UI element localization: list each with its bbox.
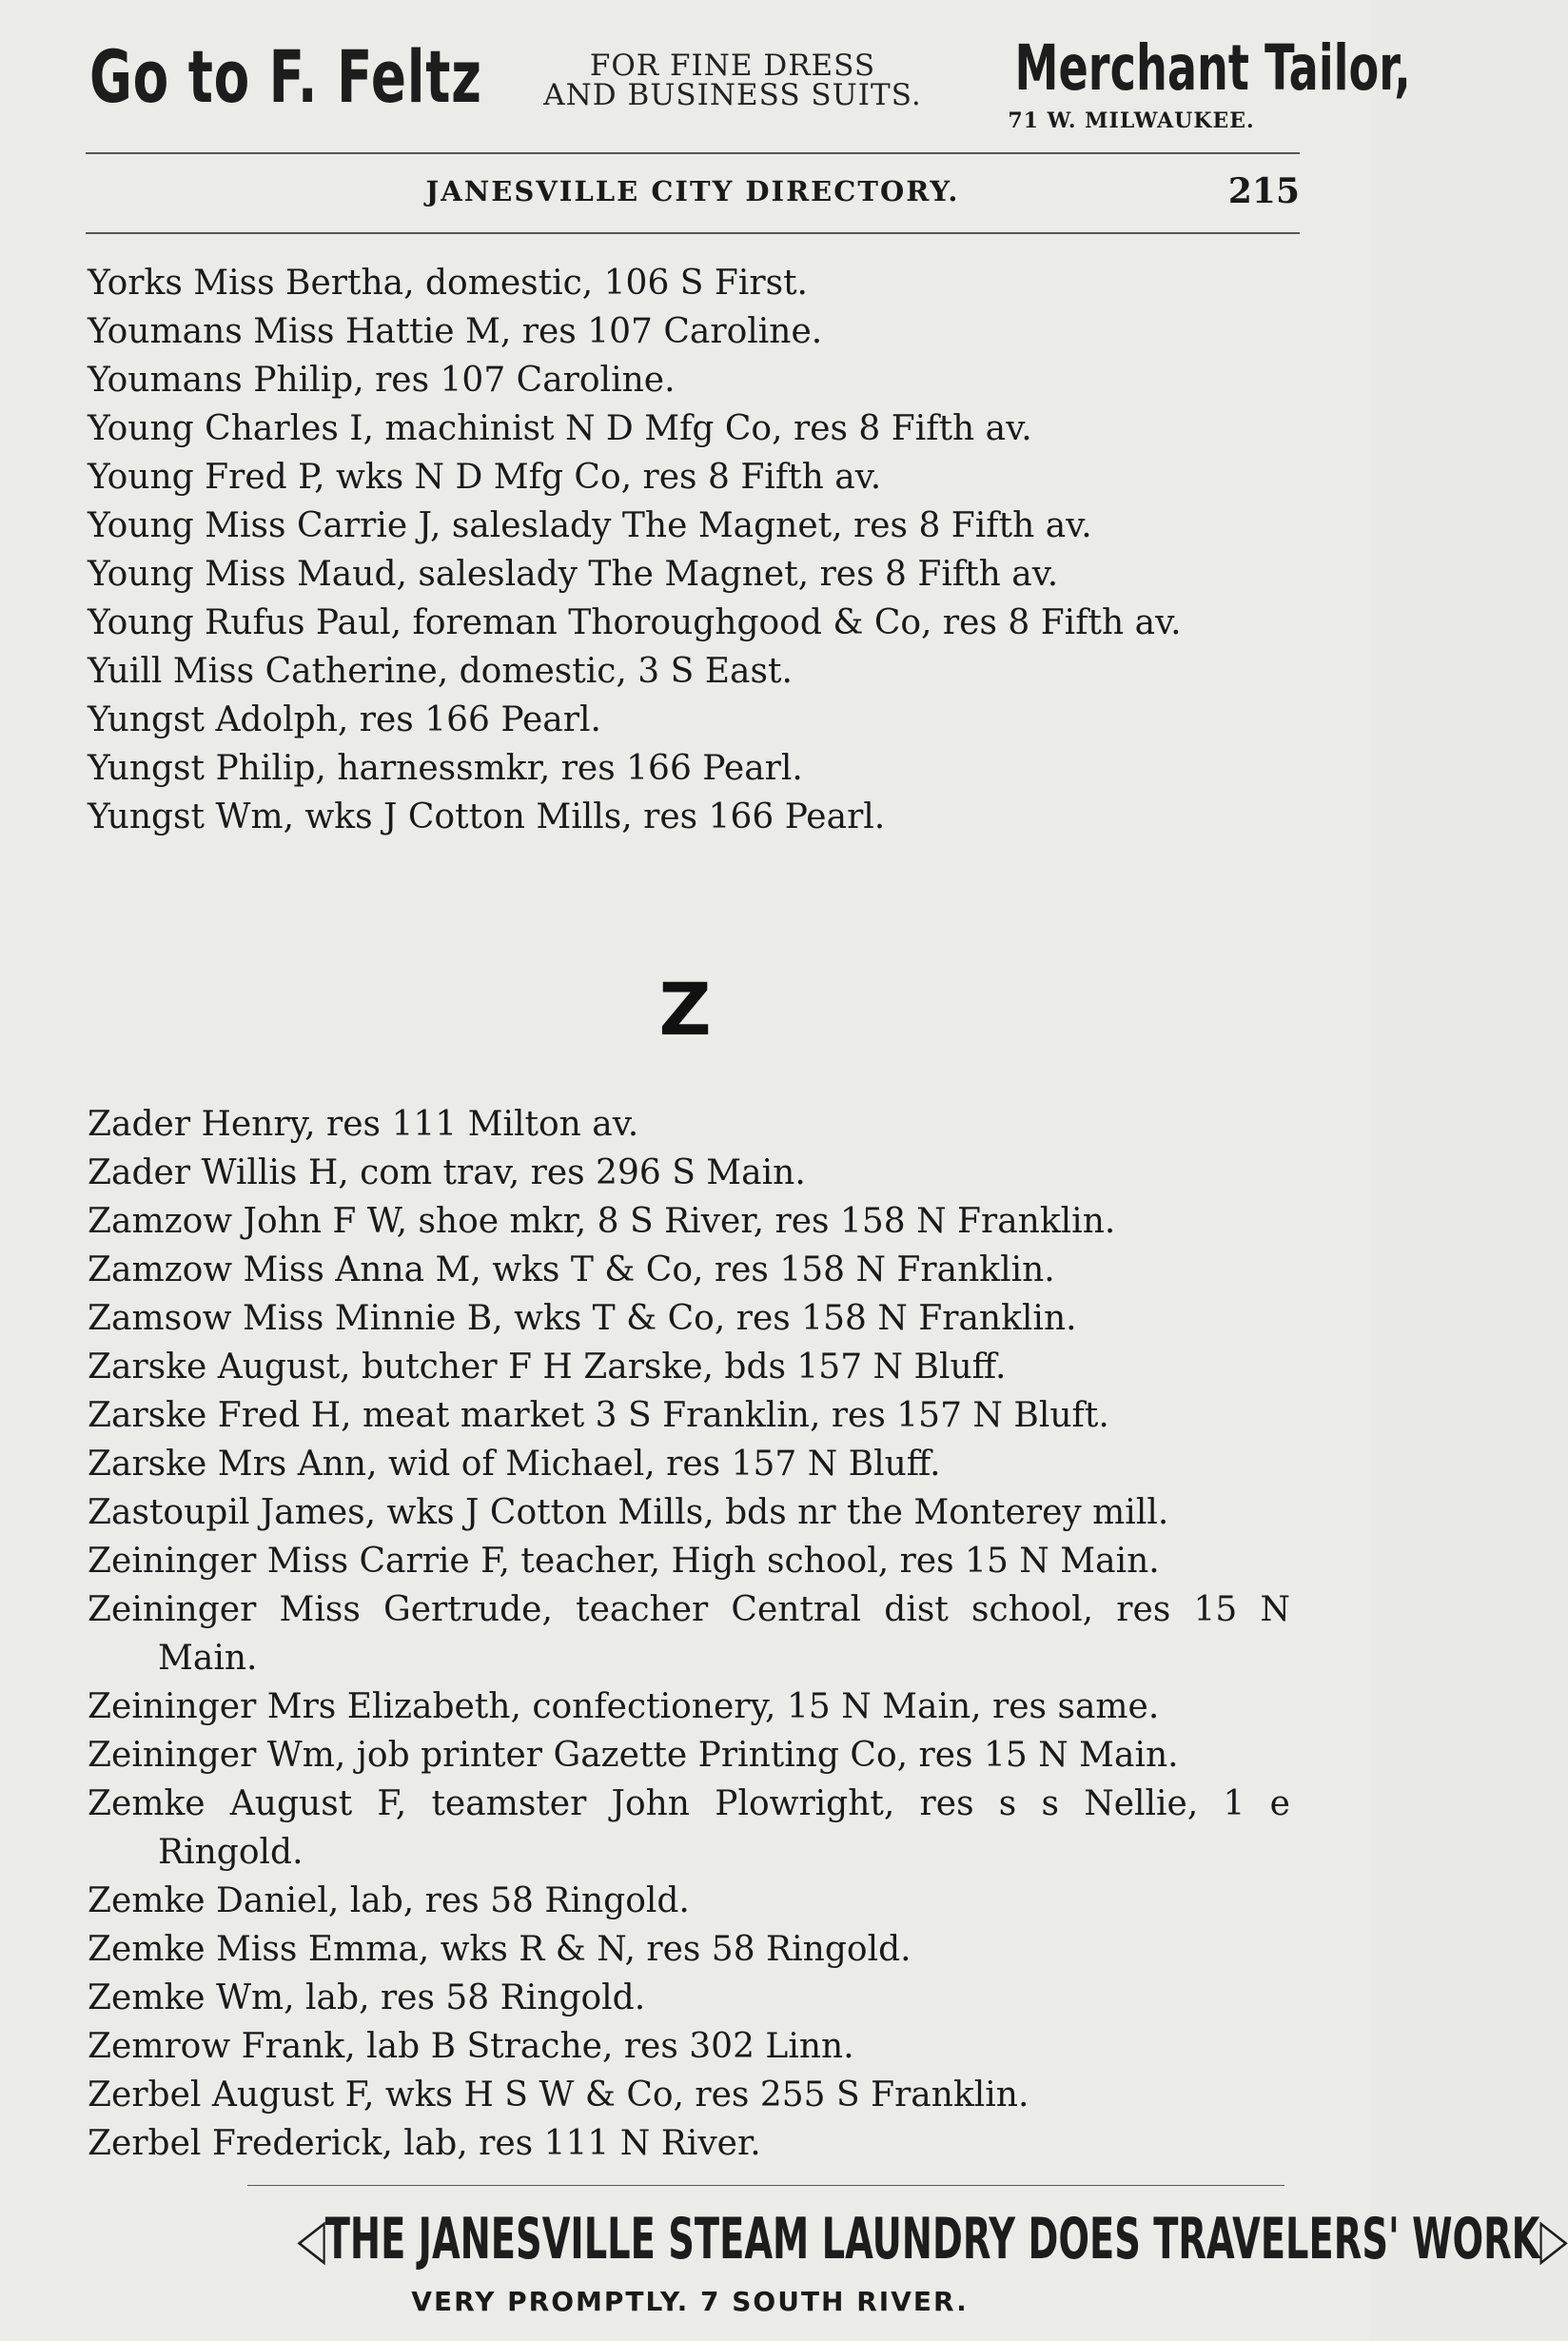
directory-entry: Young Fred P, wks N D Mfg Co, res 8 Fifth av. bbox=[88, 458, 882, 497]
header-rule-bottom bbox=[86, 232, 1300, 234]
directory-entry: Zamzow John F W, shoe mkr, 8 S River, res 158 N Franklin. bbox=[88, 1202, 1116, 1241]
directory-entry: Yungst Philip, harnessmkr, res 166 Pearl. bbox=[88, 749, 803, 788]
laundry-ad-headline: ◁THE JANESVILLE STEAM LAUNDRY DOES TRAVELERS' WORK▷ bbox=[297, 2206, 1568, 2272]
directory-entry: Zemke Miss Emma, wks R & N, res 58 Ringold. bbox=[88, 1930, 911, 1969]
entries-list-y bbox=[88, 259, 1290, 841]
directory-entry: Youmans Miss Hattie M, res 107 Caroline. bbox=[88, 312, 823, 351]
running-head bbox=[86, 171, 1300, 215]
directory-entry: Zamsow Miss Minnie B, wks T & Co, res 158 N Franklin. bbox=[88, 1299, 1077, 1338]
ad-merchant-tailor bbox=[965, 31, 1411, 133]
footer-rule bbox=[247, 2185, 1284, 2186]
entries-list-z bbox=[88, 1100, 1290, 2168]
directory-entry: Zarske August, butcher F H Zarske, bds 157 N Bluff. bbox=[88, 1348, 1007, 1387]
ad-middle-line1: FOR FINE DRESS bbox=[589, 49, 876, 83]
directory-title: JANESVILLE CITY DIRECTORY. bbox=[425, 175, 960, 207]
directory-entry: Yuill Miss Catherine, domestic, 3 S East. bbox=[88, 652, 793, 691]
directory-entry: Zeininger Wm, job printer Gazette Printing Co, res 15 N Main. bbox=[88, 1736, 1179, 1775]
directory-entry: Young Miss Maud, saleslady The Magnet, res 8 Fifth av. bbox=[88, 555, 1059, 594]
directory-entry: Zeininger Miss Gertrude, teacher Central dist school, res 15 N Main. bbox=[88, 1590, 1290, 1678]
directory-entry: Yungst Wm, wks J Cotton Mills, res 166 Pearl. bbox=[88, 797, 886, 836]
directory-entry: Young Miss Carrie J, saleslady The Magnet, res 8 Fifth av. bbox=[88, 506, 1092, 545]
footer-advertisement bbox=[76, 2206, 1568, 2330]
section-letter-z: Z bbox=[658, 967, 712, 1052]
directory-entry: Young Rufus Paul, foreman Thoroughgood & Co, res 8 Fifth av. bbox=[88, 603, 1182, 642]
ad-right-address: 71 W. MILWAUKEE. bbox=[1008, 108, 1255, 133]
directory-entry: Zamzow Miss Anna M, wks T & Co, res 158 N Franklin. bbox=[88, 1250, 1055, 1289]
directory-entry: Zader Willis H, com trav, res 296 S Main. bbox=[88, 1153, 806, 1192]
directory-entry: Yorks Miss Bertha, domestic, 106 S First. bbox=[88, 264, 809, 303]
ad-middle-line2: AND BUSINESS SUITS. bbox=[543, 78, 922, 112]
ad-feltz-slogan: Go to F. Feltz bbox=[89, 34, 482, 119]
directory-entry: Zader Henry, res 111 Milton av. bbox=[88, 1105, 639, 1144]
directory-entry: Youmans Philip, res 107 Caroline. bbox=[88, 361, 676, 400]
directory-entry: Zarske Mrs Ann, wid of Michael, res 157 N Bluff. bbox=[88, 1445, 941, 1484]
directory-entry: Zerbel Frederick, lab, res 111 N River. bbox=[88, 2124, 761, 2163]
directory-entry: Yungst Adolph, res 166 Pearl. bbox=[88, 700, 601, 739]
header-advertisement bbox=[84, 27, 1411, 150]
page-number: 215 bbox=[1227, 171, 1300, 211]
directory-entry: Zarske Fred H, meat market 3 S Franklin, res 157 N Bluft. bbox=[88, 1396, 1109, 1435]
directory-entry: Zeininger Miss Carrie F, teacher, High school, res 15 N Main. bbox=[88, 1542, 1160, 1581]
ad-fine-dress-text bbox=[533, 51, 932, 110]
directory-entry: Zemke August F, teamster John Plowright, res s s Nellie, 1 e Ringold. bbox=[88, 1784, 1290, 1872]
laundry-ad-subline: VERY PROMPTLY. 7 SOUTH RIVER. bbox=[411, 2286, 969, 2317]
directory-entry: Zerbel August F, wks H S W & Co, res 255 S Franklin. bbox=[88, 2075, 1029, 2115]
header-rule-top bbox=[86, 152, 1300, 154]
directory-entry: Zemke Daniel, lab, res 58 Ringold. bbox=[88, 1881, 690, 1920]
directory-entry: Young Charles I, machinist N D Mfg Co, res 8 Fifth av. bbox=[88, 409, 1032, 448]
ad-right-title: Merchant Tailor, bbox=[1014, 31, 1411, 105]
directory-entry: Zastoupil James, wks J Cotton Mills, bds nr the Monterey mill. bbox=[88, 1493, 1169, 1532]
directory-entry: Zemrow Frank, lab B Strache, res 302 Linn. bbox=[88, 2027, 854, 2066]
directory-entry: Zeininger Mrs Elizabeth, confectionery, 15 N Main, res same. bbox=[88, 1687, 1160, 1726]
directory-entry: Zemke Wm, lab, res 58 Ringold. bbox=[88, 1978, 646, 2017]
